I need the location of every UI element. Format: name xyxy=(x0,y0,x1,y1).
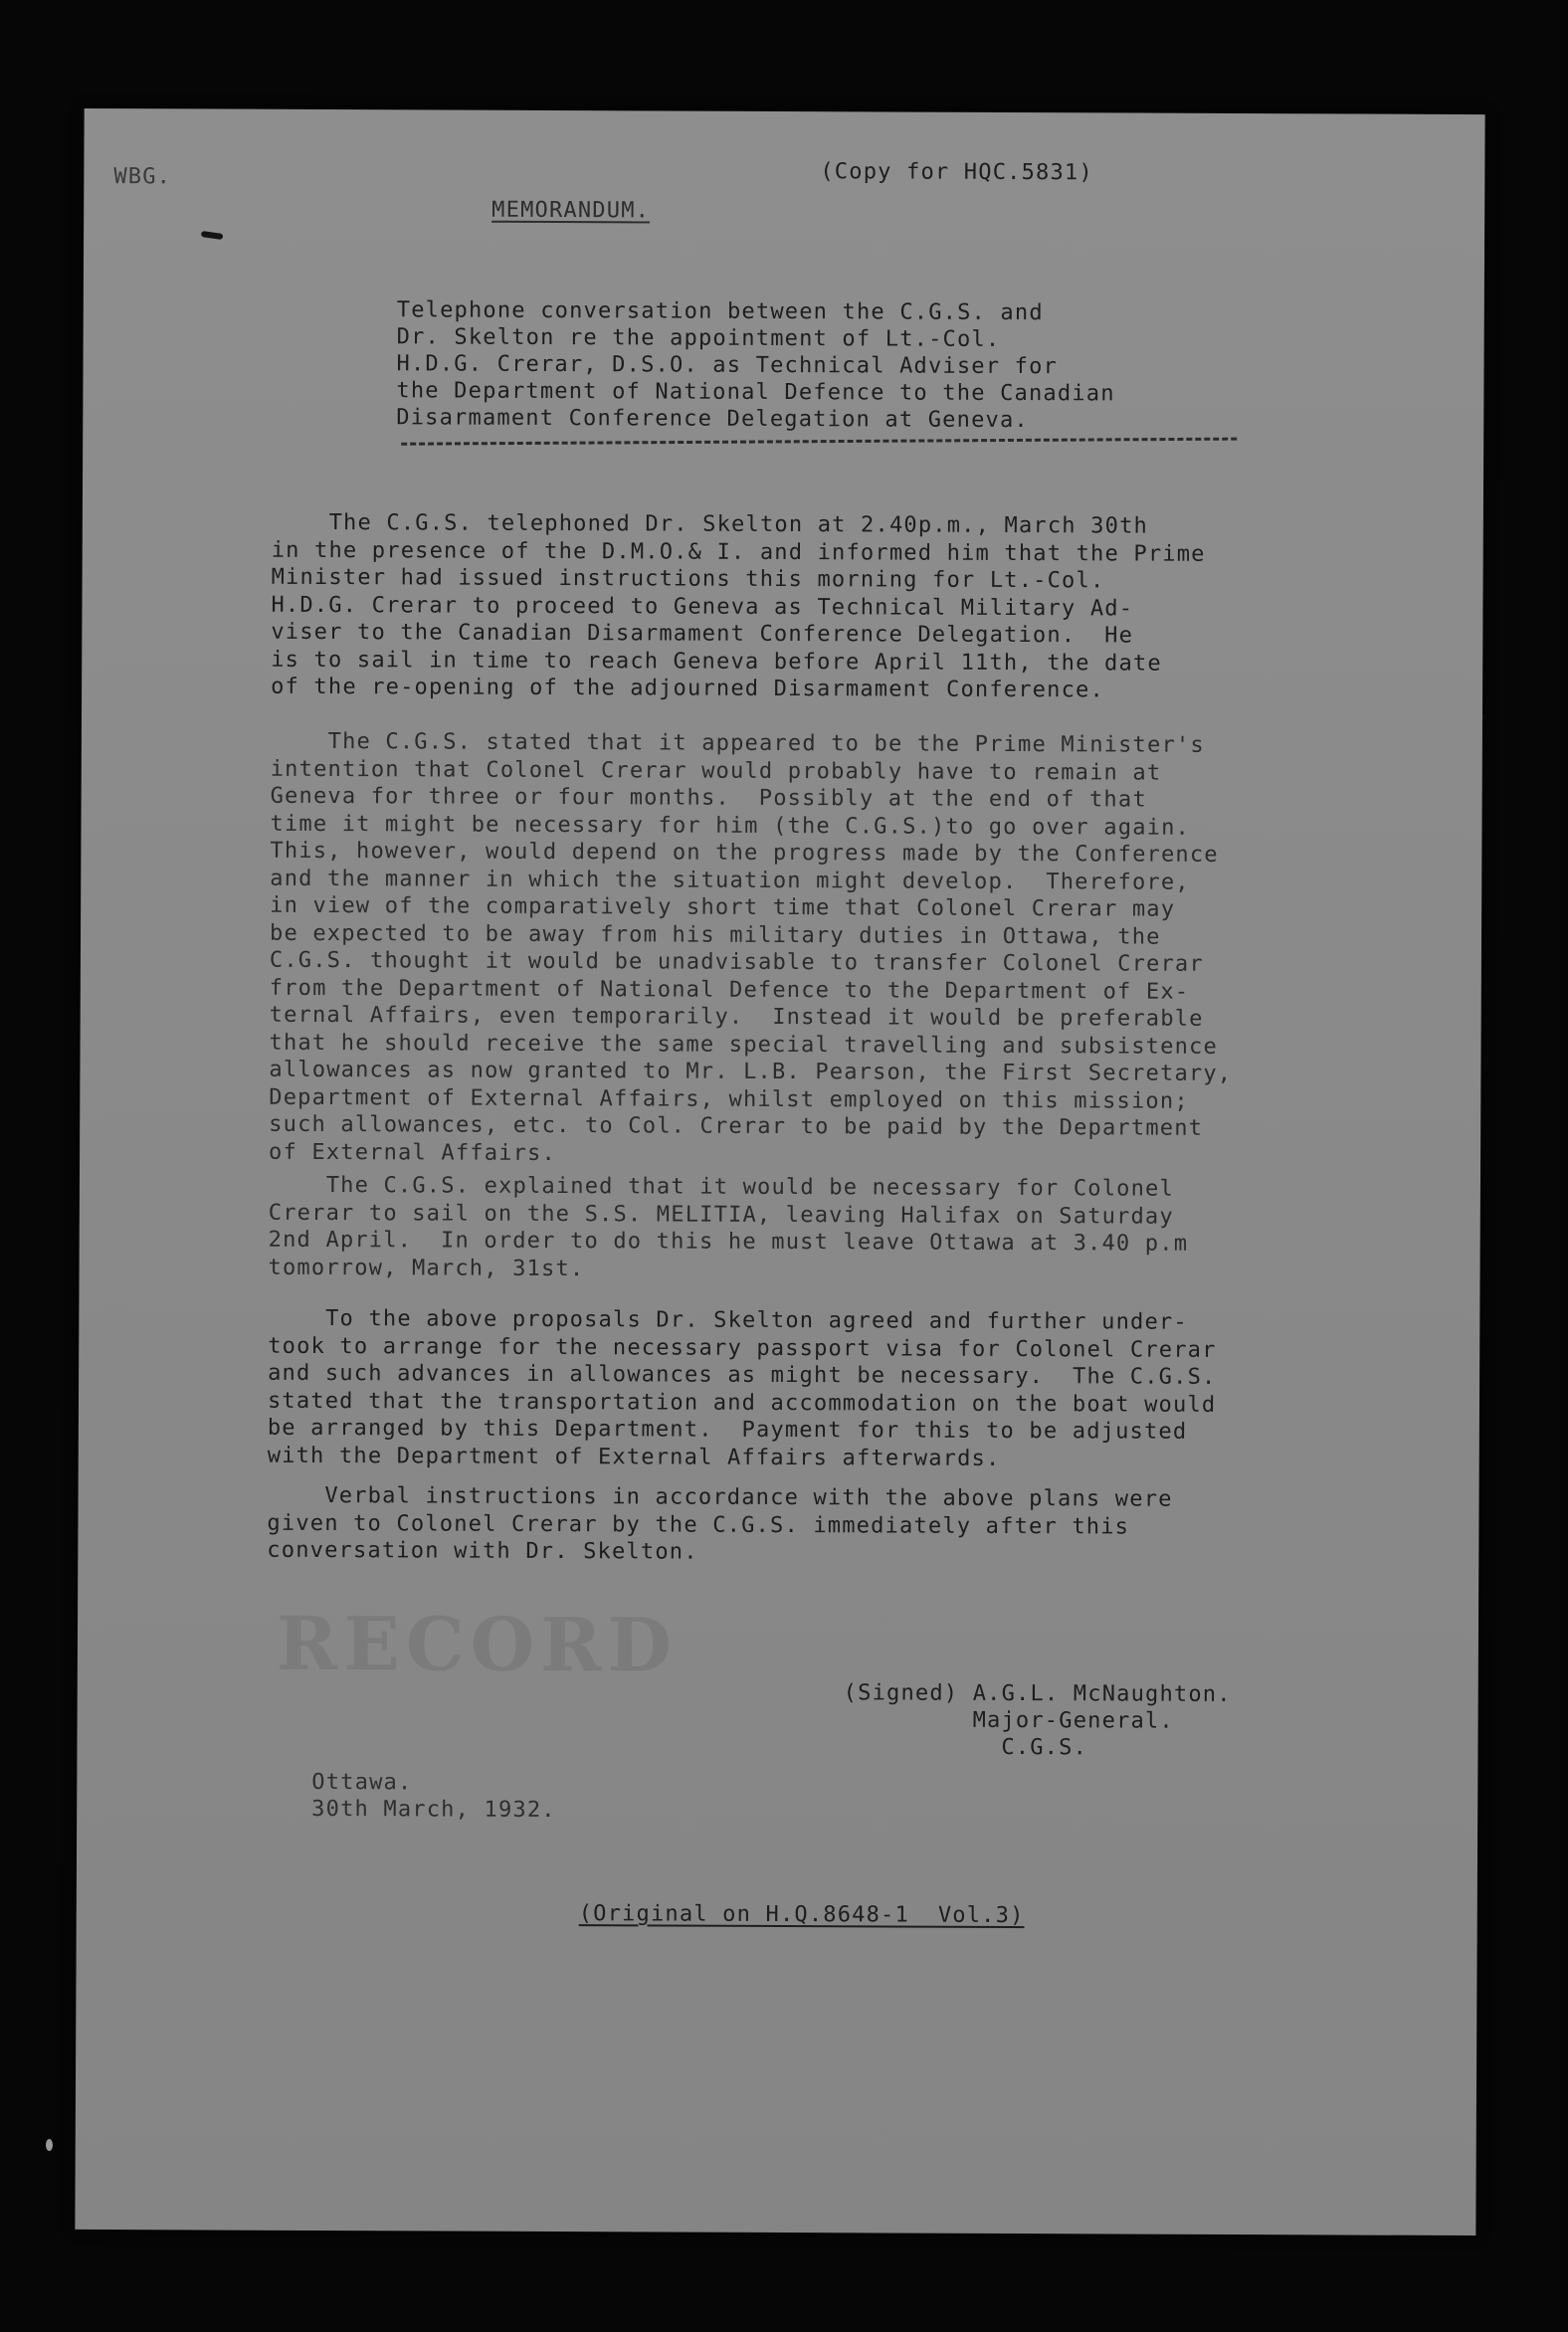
memo-page xyxy=(75,108,1484,2235)
paragraph-1: The C.G.S. telephoned Dr. Skelton at 2.40p.m., March 30th in the presence of the D.M.O.& I. and informed him that the Prime Minister had issued instructions this morning for Lt.-Col. H.D.G. Crerar to proceed to Geneva as Technical Military Ad- viser to the Canadian Disarmament Conference Delegation. He is to sail in time to reach Geneva before April 11th, the date of the re-opening of the adjourned Disarmament Conference. xyxy=(271,509,1206,703)
speck-mark xyxy=(46,2139,53,2151)
signature-block: (Signed) A.G.L. McNaughton. Major-General. C.G.S. xyxy=(843,1680,1232,1761)
memo-title: MEMORANDUM. xyxy=(491,197,651,224)
place-and-date: Ottawa. 30th March, 1932. xyxy=(311,1769,556,1824)
file-reference: WBG. xyxy=(113,164,172,190)
memo-subject: Telephone conversation between the C.G.S. and Dr. Skelton re the appointment of Lt.-Col. H.D.G. Crerar, D.S.O. as Technical Adviser for the Department of National Defence to the Canadian Disarmament Conference Delegation at Geneva. xyxy=(396,297,1115,434)
faint-stamp-watermark: RECORD xyxy=(276,1601,679,1689)
original-reference: (Original on H.Q.8648-1 Vol.3) xyxy=(578,1901,1025,1929)
ink-dash-mark xyxy=(201,231,224,240)
paragraph-4: To the above proposals Dr. Skelton agreed and further under- took to arrange for the necessary passport visa for Colonel Crerar and such advances in allowances as might be necessary. The C.G.S. stated that the transportation and accommodation on the boat would be arranged by this Department. Payment for this to be adjusted with the Department of External Affairs afterwards. xyxy=(267,1305,1217,1471)
paragraph-3: The C.G.S. explained that it would be necessary for Colonel Crerar to sail on the S.S. MELITIA, leaving Halifax on Saturday 2nd April. In order to do this he must leave Ottawa at 3.40 p.m tomorrow, March, 31st. xyxy=(268,1172,1189,1281)
paragraph-5: Verbal instructions in accordance with the above plans were given to Colonel Crerar by the C.G.S. immediately after this conversation with Dr. Skelton. xyxy=(267,1482,1173,1565)
copy-reference: (Copy for HQC.5831) xyxy=(820,159,1093,186)
subject-divider xyxy=(401,438,1237,446)
paragraph-2: The C.G.S. stated that it appeared to be the Prime Minister's intention that Colonel Crerar would probably have to remain at Geneva for three or four months. Possibly at the end of that time it might be necessary for him (the C.G.S.)to go over again. This, however, would depend on the progress made by the Conference and the manner in which the situation might develop. Therefore, in view of the comparatively short time that Colonel Crerar may be expected to be away from his military duties in Ottawa, the C.G.S. thought it would be unadvisable to transfer Colonel Crerar from the Department of National Defence to the Department of Ex- ternal Affairs, even temporarily. Instead it would be preferable that he should receive the same special travelling and subsistence allowances as now granted to Mr. L.B. Pearson, the First Secretary, Department of External Affairs, whilst employed on this mission; such allowances, etc. to Col. Crerar to be paid by the Department of External Affairs. xyxy=(269,728,1233,1166)
